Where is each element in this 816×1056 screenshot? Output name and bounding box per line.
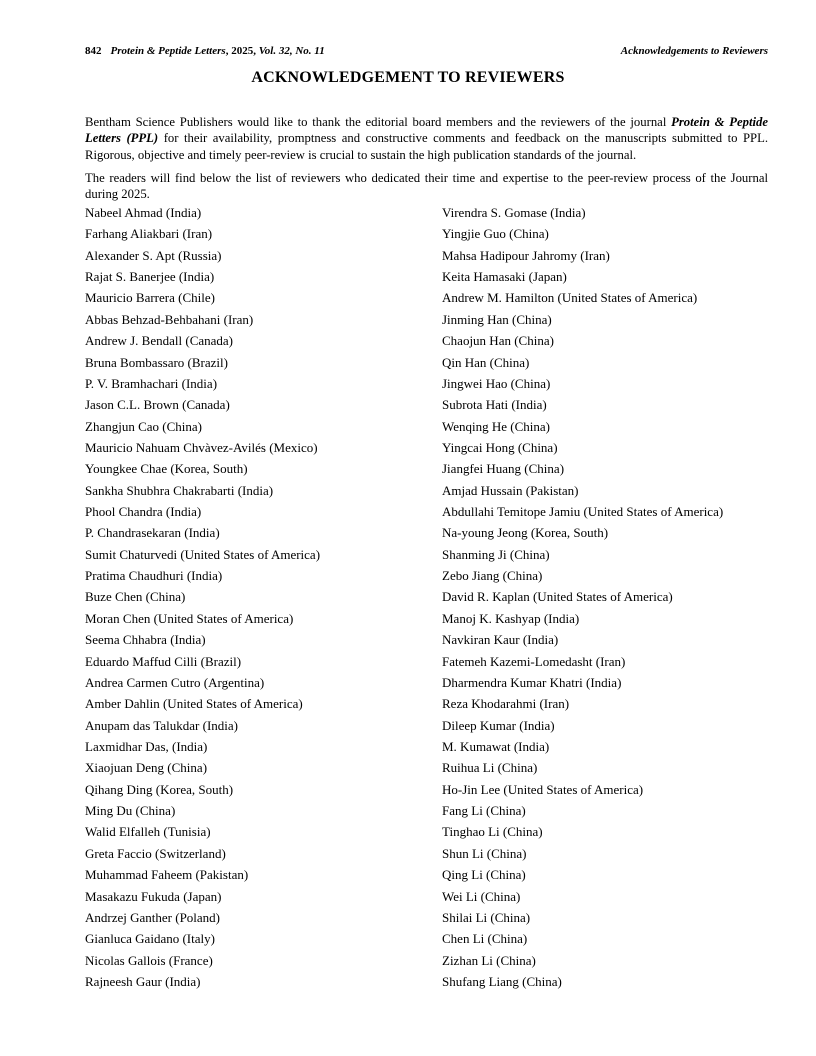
reviewer-entry: Buze Chen (China) — [85, 589, 186, 605]
intro-text-after: for their availability, promptness and constructive comments and feedback on the manuscripts submitted to PPL. Rigorous, objective and timely peer-review is crucial to sustain the high publication standards of the journal. — [85, 131, 768, 163]
reviewer-entry: Dharmendra Kumar Khatri (India) — [442, 674, 622, 690]
reviewer-entry: Shun Li (China) — [442, 845, 527, 861]
reviewer-entry: Phool Chandra (India) — [85, 504, 202, 520]
running-title: Acknowledgements to Reviewers — [620, 45, 768, 57]
reviewer-entry: Greta Faccio (Switzerland) — [85, 845, 226, 861]
reviewer-list — [85, 202, 768, 992]
reviewer-entry: Seema Chhabra (India) — [85, 632, 206, 648]
reviewer-entry: Abbas Behzad-Behbahani (Iran) — [85, 311, 254, 327]
reviewer-entry: Rajneesh Gaur (India) — [85, 973, 201, 989]
reviewer-entry: Mauricio Barrera (Chile) — [85, 290, 215, 306]
reviewer-entry: Subrota Hati (India) — [442, 397, 547, 413]
reviewer-entry: Wei Li (China) — [442, 888, 521, 904]
reviewer-entry: Nabeel Ahmad (India) — [85, 205, 202, 220]
reviewer-column-left — [85, 202, 442, 992]
reviewer-entry: Chen Li (China) — [442, 931, 528, 947]
reviewer-entry: Virendra S. Gomase (India) — [442, 205, 586, 220]
running-header — [85, 45, 768, 57]
reviewer-entry: Yingcai Hong (China) — [442, 439, 558, 455]
reviewer-entry: Abdullahi Temitope Jamiu (United States of America) — [442, 504, 724, 520]
reviewer-entry: M. Kumawat (India) — [442, 738, 550, 754]
reviewer-entry: P. Chandrasekaran (India) — [85, 525, 220, 541]
reviewer-entry: Ruihua Li (China) — [442, 760, 538, 776]
reviewer-entry: Jinming Han (China) — [442, 311, 552, 327]
reviewer-entry: Bruna Bombassaro (Brazil) — [85, 354, 228, 370]
reviewer-entry: Gianluca Gaidano (Italy) — [85, 931, 215, 947]
journal-title: Protein & Peptide Letters — [110, 45, 226, 57]
reviewer-entry: Jason C.L. Brown (Canada) — [85, 397, 230, 413]
reviewer-entry: Fatemeh Kazemi-Lomedasht (Iran) — [442, 653, 626, 669]
reviewer-entry: Andrzej Ganther (Poland) — [85, 909, 221, 925]
reviewer-entry: Laxmidhar Das, (India) — [85, 738, 208, 754]
reviewer-entry: Chaojun Han (China) — [442, 333, 554, 349]
intro-paragraph — [85, 114, 768, 164]
journal-name-emphasis: Protein & Peptide Letters (PPL) — [85, 114, 769, 146]
reviewer-entry: Walid Elfalleh (Tunisia) — [85, 824, 211, 840]
reviewer-entry: Rajat S. Banerjee (India) — [85, 269, 215, 285]
reviewer-entry: Tinghao Li (China) — [442, 824, 543, 840]
reviewer-entry: Sumit Chaturvedi (United States of America) — [85, 546, 321, 562]
reviewer-entry: Zebo Jiang (China) — [442, 568, 543, 584]
reviewer-entry: Manoj K. Kashyap (India) — [442, 610, 580, 626]
issue-volume: Vol. 32, No. 11 — [258, 45, 325, 57]
reviewer-entry: Andrea Carmen Cutro (Argentina) — [85, 674, 265, 690]
reviewer-entry: P. V. Bramhachari (India) — [85, 375, 218, 391]
reviewer-entry: Qing Li (China) — [442, 867, 526, 883]
running-header-left — [85, 45, 325, 57]
reviewer-entry: Ming Du (China) — [85, 803, 176, 819]
reviewer-entry: Zhangjun Cao (China) — [85, 418, 202, 434]
reviewer-entry: Farhang Aliakbari (Iran) — [85, 226, 213, 242]
reviewer-column-right — [442, 202, 768, 992]
page-title: ACKNOWLEDGEMENT TO REVIEWERS — [251, 69, 565, 86]
reviewer-entry: Shilai Li (China) — [442, 909, 531, 925]
reviewer-entry: Muhammad Faheem (Pakistan) — [85, 867, 249, 883]
reviewer-entry: Xiaojuan Deng (China) — [85, 760, 208, 776]
reviewer-entry: Amjad Hussain (Pakistan) — [442, 482, 579, 498]
reviewer-entry: Youngkee Chae (Korea, South) — [85, 461, 248, 477]
reviewer-entry: Moran Chen (United States of America) — [85, 610, 294, 626]
reviewer-entry: Pratima Chaudhuri (India) — [85, 568, 223, 584]
list-intro-paragraph: The readers will find below the list of reviewers who dedicated their time and expertise to the peer-review process of the Journal during 2025. — [85, 170, 768, 202]
reviewer-entry: Wenqing He (China) — [442, 418, 550, 434]
reviewer-entry: Andrew M. Hamilton (United States of America) — [442, 290, 698, 306]
reviewer-entry: Andrew J. Bendall (Canada) — [85, 333, 234, 349]
reviewer-entry: Zizhan Li (China) — [442, 952, 536, 968]
reviewer-entry: Qihang Ding (Korea, South) — [85, 781, 234, 797]
page-number: 842 — [85, 45, 102, 57]
reviewer-entry: Mahsa Hadipour Jahromy (Iran) — [442, 247, 610, 263]
reviewer-entry: Reza Khodarahmi (Iran) — [442, 696, 570, 712]
reviewer-entry: Amber Dahlin (United States of America) — [85, 696, 303, 712]
intro-text-before: Bentham Science Publishers would like to thank the editorial board members and the reviewers of the journal — [85, 114, 672, 129]
reviewer-entry: Nicolas Gallois (France) — [85, 952, 213, 968]
reviewer-entry: Shufang Liang (China) — [442, 973, 562, 989]
reviewer-entry: Dileep Kumar (India) — [442, 717, 555, 733]
reviewer-entry: Masakazu Fukuda (Japan) — [85, 888, 222, 904]
reviewer-entry: Qin Han (China) — [442, 354, 530, 370]
reviewer-entry: Eduardo Maffud Cilli (Brazil) — [85, 653, 242, 669]
reviewer-entry: Sankha Shubhra Chakrabarti (India) — [85, 482, 274, 498]
reviewer-entry: Mauricio Nahuam Chvàvez-Avilés (Mexico) — [85, 439, 318, 455]
reviewer-entry: Yingjie Guo (China) — [442, 226, 549, 242]
reviewer-entry: Ho-Jin Lee (United States of America) — [442, 781, 644, 797]
reviewer-entry: Fang Li (China) — [442, 803, 526, 819]
reviewer-entry: Na-young Jeong (Korea, South) — [442, 525, 609, 541]
reviewer-entry: Navkiran Kaur (India) — [442, 632, 559, 648]
reviewer-entry: Jiangfei Huang (China) — [442, 461, 565, 477]
reviewer-entry: Shanming Ji (China) — [442, 546, 550, 562]
issue-year: , 2025, — [225, 45, 259, 57]
reviewer-entry: Anupam das Talukdar (India) — [85, 717, 238, 733]
reviewer-entry: Alexander S. Apt (Russia) — [85, 247, 222, 263]
reviewer-entry: Jingwei Hao (China) — [442, 375, 551, 391]
reviewer-entry: Keita Hamasaki (Japan) — [442, 269, 567, 285]
reviewer-entry: David R. Kaplan (United States of America) — [442, 589, 673, 605]
